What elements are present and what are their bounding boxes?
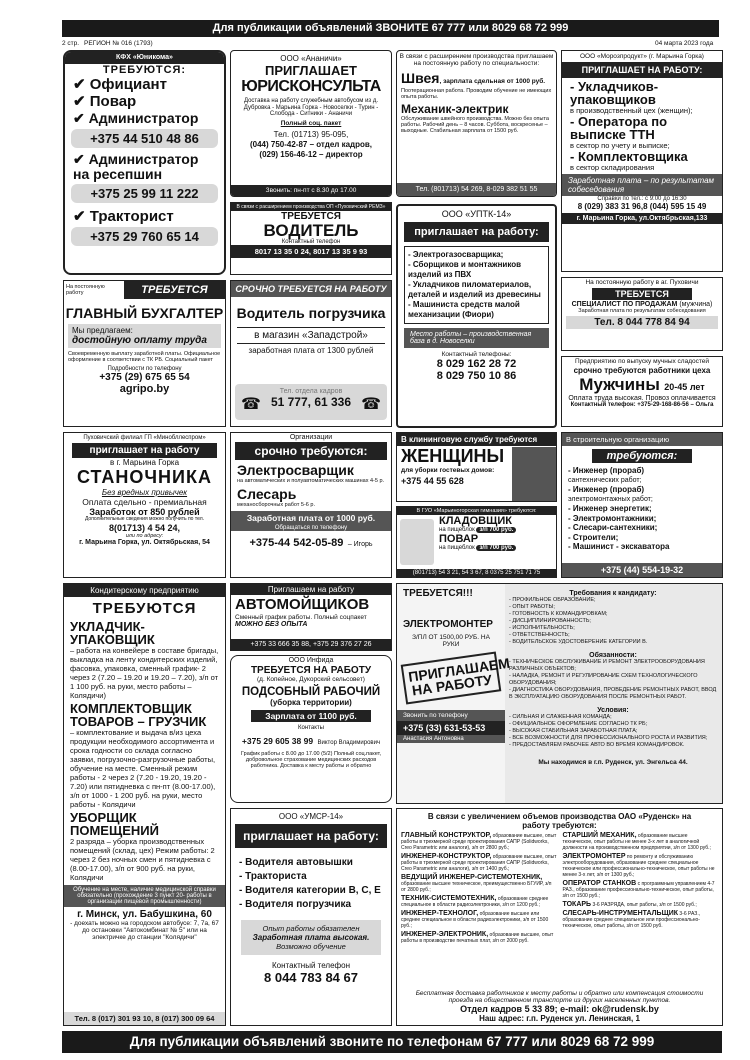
rudensk-vacancy: СТАРШИЙ МЕХАНИК, образование высшее техническое, опыт работы не менее 3-х лет в аналогичной должности на производственном предприятии, з/п от 1300 руб.; [562,832,711,851]
ad-build-phone: +375 (44) 554-19-32 [562,563,722,577]
ad-ananichi-desc: Доставка на работу служебным автобусом из д. Дубровка - Марьина Горка - Новоселки - Турин - Слобода - Ситники - Ананичи [243,98,379,118]
ad-stanoch-role: СТАНОЧНИКА [77,467,212,487]
ad-moroz-phones: 8 (029) 383 31 96,8 (044) 595 15 49 [577,202,707,211]
ad-ananichi [230,50,392,197]
rudensk-vacancy: ИНЖЕНЕР-ТЕХНОЛОГ, образование высшее или среднее специальное в области радиоэлектроники, з/п от 1500 руб.; [401,910,549,929]
ad-uptk-role: - Машиниста средств малой механизации (Фиори) [408,300,520,319]
ad-rudensk-address: Наш адрес: г.п. Руденск ул. Ленинская, 1 [479,1014,640,1023]
ad-moroz-org: ООО «Морозпродукт» (г. Марьина Горка) [580,53,704,60]
ad-pukh-role-note: (мужчина) [679,301,713,308]
ad-ananichi-phone: (044) 750-42-87 – отдел кадров, [249,139,373,149]
ad-men-top: Предприятию по выпуску мучных сладостей [574,358,710,365]
ad-umsr-note2: Заработная плата высокая. [252,933,370,942]
ad-build-role: - Строители; [568,532,619,542]
role-cook: ✔ Повар [73,93,137,111]
ad-svar-salary: Заработная плата от 1000 руб. [231,511,391,525]
ad-electro-duty: - ТЕХНИЧЕСКОЕ ОБСЛУЖИВАНИЕ И РЕМОНТ ЭЛЕКТРООБОРУДОВАНИЯ РАЗЛИЧНЫХ ОБЪЕКТОВ; [509,659,705,672]
ad-electro-duty: - ДИАГНОСТИКА ОБОРУДОВАНИЯ, ПРОВЕДЕНИЕ РЕМОНТНЫХ РАБОТ, ВВОД В ЭКСПЛУАТАЦИЮ ОБОРУДОВАНИЯ ПОСЛЕ РЕМОНТНЫХ РАБОТ. [509,687,717,700]
ad-loader-role: Водитель погрузчика [236,305,386,321]
issue-date: 04 марта 2023 года [655,40,714,47]
ad-pukh [561,277,723,351]
ad-unikom-requires: ТРЕБУЮТСЯ: [102,64,187,77]
ad-loader [230,280,392,427]
ad-electro-req-title: Требования к кандидату: [569,590,657,597]
ad-kond-directions: - доехать можно на городском автобусе: 7, 7а, 67 до остановки "Автокомбинат № 5" или на электричке до станции "Колядичи" [70,920,219,941]
ad-uptk-contact: Контактный телефоны: [441,351,512,358]
rudensk-vacancy: ТОКАРЬ 3-6 РАЗРЯДА, опыт работы, з/п от 1500 руб.; [562,901,697,908]
ad-moroz-desc2: в сектор по учету и выписке; [570,141,670,150]
ad-loader-top: СРОЧНО ТРЕБУЕТСЯ НА РАБОТУ [231,281,391,297]
rudensk-vacancy: ИНЖЕНЕР-КОНСТРУКТОР, образование высшее, опыт работы в трехмерной среде проектирования САПР (Solidworks, Creo Parametric или аналоги), з/п от 1400 руб.; [401,853,557,872]
ad-uptk-place: Место работы – производственная база в д. Новоселки [404,328,549,348]
ad-sewing-desc2: Обслуживание швейного производства. Можно без опыта работы. Рабочий день – 8 часов. Суббота, воскресенье – выходные. Стабильная зарплата от 1500 руб. [401,116,549,135]
ad-stanoch-address: г. Марьина Горка, ул. Октябрьская, 54 [79,538,210,546]
ad-rudensk-intro: В связи с увеличением объемов производства ОАО «Руденск» на работу требуются: [427,812,692,830]
ad-stanoch-pay: Оплата сдельно - премиальная [82,497,207,507]
ad-electro-cond: - ПРЕДОСТАВЛЯЕМ РАБОЧЕЕ АВТО ВО ВРЕМЯ КОМАНДИРОВОК. [509,742,685,748]
rudensk-vacancy: ИНЖЕНЕР-ЭЛЕКТРОНИК, образование высшее, опыт работы в производстве печатных плат, з/п от 2000 руб. [401,931,554,944]
ad-unikom-phone3: +375 29 760 65 14 [71,227,218,246]
check-icon: ✔ [73,93,90,111]
ad-umsr-note1: Опыт работы обязателен [262,924,360,933]
ad-loader-salary: заработная плата от 1300 рублей [248,346,374,355]
ad-infida-role: ПОДСОБНЫЙ РАБОЧИЙ [241,686,381,698]
page-number: 2 стр. [62,40,80,47]
ad-sewing-phones: Тел. (801713) 54 269, 8-029 382 51 55 [397,183,556,196]
ad-ananichi-role: ЮРИСКОНСУЛЬТА [241,78,381,96]
ad-electro-duties-title: Обязанности: [589,652,637,659]
ad-rudensk-hr: Отдел кадров 5 33 89; e-mail: ok@rudensk.by [460,1004,659,1014]
ad-electro-invite: ПРИГЛАШАЕМ НА РАБОТУ [401,652,502,705]
ad-stanoch-note: Без вредных привычек [101,488,188,497]
ad-buh-desc: Своевременную выплату заработной платы. Официальное оформление в соответствии с ТК РБ. Социальный пакет [68,351,221,364]
ad-men-line: срочно требуются работники цеха [573,366,711,375]
ad-buh-top: На постоянную работу [66,283,105,296]
ad-buh-role: ГЛАВНЫЙ БУХГАЛТЕР [65,305,224,321]
ad-umsr-contact: Контактный телефон [272,961,350,970]
ad-svar-person: – Игорь [347,541,373,549]
ad-pukh-salary: Заработная плата по результатам собеседования [578,308,706,314]
ad-sewing-desc1: Поотерационная работа. Проводим обучение не имеющих опыта работы. [401,87,552,100]
ad-electro-cond: - СИЛЬНАЯ И СЛАЖЕННАЯ КОМАНДА; [509,714,612,720]
ad-infida-org: ООО Инфида [288,657,334,664]
ad-svar-phone: +375-44 542-05-89 [249,537,344,550]
ad-uptk-phone: 8 029 750 10 86 [436,370,517,382]
ad-sewing-role2: Механик-электрик [401,102,509,117]
ad-driver-top: В связи с расширением производства ОП «Пуховичский РЕМЗ» [231,203,391,211]
ad-men-age: 20-45 лет [664,382,705,392]
ad-buh-more: Подробности по телефону [107,366,182,373]
ad-kond-desc2: – комплектование и выдача в/из цеха продукции необходимого ассортимента и срока годности со склада согласно заявки, погрузочно-разгрузочные работы, обучение на месте. Сменный режим работы - 2 через 2 (7.20 - 19.20, 19.20 - 7.20) или пятидневка с пн-пт (8.00-17.00), з/п от 1000 - 1 200 руб. на руки, место работы - Колядичи [70,728,216,809]
ad-umsr-org: ООО «УМСР-14» [278,812,344,821]
ad-clean-role: ЖЕНЩИНЫ [401,446,505,466]
ad-wash-phones: +375 33 666 35 88, +375 29 376 27 26 [231,639,391,650]
ad-clean-top: В клининговую службу требуются [397,433,556,446]
ad-electro-location: Мы находимся в г.п. Руденск, ул. Энгельса 44. [538,759,688,766]
ad-buh-requires: ТРЕБУЕТСЯ [124,281,225,299]
check-icon: ✔ [73,76,90,94]
cleaning-photo [512,447,556,502]
ad-pukh-role: СПЕЦИАЛИСТ ПО ПРОДАЖАМ [571,301,678,308]
ad-moroz [561,50,723,272]
phone-icon: ☎ [241,396,261,413]
ad-school-pay1: з/п 700 руб. [476,527,516,533]
ad-ananichi-phone: (029) 156-46-12 – директор [259,149,363,159]
ad-build-role: - Инженер (прораб) [568,485,645,494]
ad-sewing-salary1: , зарплата сдельная от 1000 руб. [439,77,546,85]
ad-driver-requires: ТРЕБУЕТСЯ [281,211,341,222]
ad-umsr-invites: приглашает на работу: [235,824,387,848]
ad-buh-phone: +375 (29) 675 65 54 [99,372,190,384]
ad-wash-desc: Сменный график работы. Полный соцпакет [235,614,367,621]
ad-unikom-phone1: +375 44 510 48 86 [71,129,218,148]
ad-kond-org: Кондитерскому предприятию [64,584,225,597]
ad-umsr-role: - Водителя автовышки [239,857,353,868]
ad-wash [230,583,392,651]
ad-sewing-intro: В связи с расширением производства приглашаем на постоянную работу по специальности: [399,53,554,68]
ad-electro [396,583,723,804]
ad-stanoch-extra: Дополнительные сведения можно получить по тел. [84,516,205,522]
issue-number: РЕГИОН № 016 (1793) [84,40,153,47]
ad-wash-role: АВТОМОЙЩИКОВ [235,596,370,613]
ad-svar-urgent: срочно требуются: [235,442,387,460]
ad-svar-top: Организации [289,434,333,441]
ad-ananichi-invites: ПРИГЛАШАЕТ [265,63,357,79]
ad-electro-contact: Звонить по телефону [397,710,505,721]
ad-men-phone: Контактный телефон: +375-29-168-86-56 – Ольга [570,402,714,408]
ad-unikom [63,50,226,275]
ad-rudensk [396,808,723,1026]
ad-moroz-role2: - Оператора по выписке ТТН [570,114,668,142]
ad-build-requires: требуются: [592,449,692,463]
ad-build-role: - Машинист - экскаватора [568,542,670,551]
ad-electro-cond: - ОФИЦИАЛЬНОЕ ОФОРМЛЕНИЕ СОГЛАСНО ТК РБ; [509,721,648,727]
ad-buh-offer2: достойную оплату труда [72,335,207,346]
ad-kond-requires: ТРЕБУЮТСЯ [92,600,197,617]
ad-wash-top: Приглашаем на работу [231,584,391,595]
ad-build-role: - Электромонтажники; [568,513,657,523]
ad-moroz-salary: Заработная плата – по результатам собеседования [562,174,722,196]
ad-svar-desc1: на автоматических и полуавтоматических машинах 4-5 р. [237,478,385,484]
ad-umsr-role: - Водителя погрузчика [239,899,352,910]
ad-rudensk-delivery: Бесплатная доставка работников к месту работы и обратно или компенсация стоимости проезда на общественном транспорте из других населенных пунктов. [415,990,704,1004]
ad-men-salary: Оплата труда высокая. Провоз оплачивается [568,395,716,402]
role-admin: ✔ Администратор [73,110,199,127]
ad-uptk-phone: 8 029 162 28 72 [436,358,517,370]
ad-infida-salary: Зарплата от 1100 руб. [251,710,371,722]
ad-uptk-role: - Электрогазосварщика; [408,250,504,259]
ad-svar-desc2: механосборочных работ 5-6 р. [237,502,315,509]
ad-electro-role: ЭЛЕКТРОМОНТЕР [403,619,493,630]
ad-electro-cond: - ВЫСОКАЯ СТАБИЛЬНАЯ ЗАРАБОТНАЯ ПЛАТА; [509,728,638,734]
ad-ananichi-phone: Тел. (01713) 95-095, [273,129,349,139]
ad-clean-phone: +375 44 55 628 [401,476,464,486]
ad-build-role: электромонтажных работ; [568,495,653,503]
ad-infida-where: (д. Копейное, Дукорский сельсовет) [257,676,365,683]
ad-uptk-role: - Укладчиков пиломатериалов, деталей и изделий из древесины [408,280,541,299]
rudensk-vacancy: ТЕХНИК-СИСТЕМОТЕХНИК, образование среднее специальное в области радиоэлектроники, з/п от 1200 руб.; [401,895,549,908]
ad-loader-place: в магазин «Западстрой» [254,330,368,341]
ad-umsr [230,808,392,1026]
ad-school-pay2: з/п 700 руб. [476,545,516,551]
role-reception-admin: ✔ Администратор на ресепшин [73,151,199,183]
check-icon: ✔ [73,208,90,226]
ad-driver-contact: Контактный телефон [281,239,341,245]
ad-school-top: В ГУО «Марьиногорская гимназия» требуются: [397,507,556,515]
ad-clean [396,432,557,502]
check-icon: ✔ [73,110,89,127]
ad-kond-role3: УБОРЩИК ПОМЕЩЕНИЙ [70,810,159,838]
ad-pukh-phone: Тел. 8 044 778 84 94 [566,316,718,329]
rudensk-vacancy: ОПЕРАТОР СТАНКОВ с программным управлением 4-7 РАЗ., образование профессионально-техническое, опыт работы, з/п от 1500 руб.; [562,880,715,899]
ad-uptk-org: ООО «УПТК-14» [441,209,512,219]
ad-electro-salary: З/ПЛ ОТ 1500,00 РУБ. НА РУКИ [412,634,490,648]
ad-electro-cond-title: Условия: [597,707,629,714]
ad-infida-desc: График работы с 8.00 до 17.00 (5/2) Полный соц.пакет, добровольное страхование медицинских расходов работника. Доставка к месту работы и обратно [240,751,382,770]
ad-men [561,356,723,427]
ad-pukh-top: На постоянную работу в аг. Пуховичи [585,279,699,286]
ad-electro-req: - ГОТОВНОСТЬ К КОМАНДИРОВКАМ; [509,611,608,617]
ad-school-place2: на пищеблок [439,545,475,551]
ad-ananichi-package: Полный соц. пакет [280,119,342,127]
top-banner: Для публикации объявлений ЗВОНИТЕ 67 777 или 8029 68 72 999 [62,20,719,37]
ad-uptk-role: - Сборщиков и монтажников изделий из ПВХ [408,260,522,279]
ad-driver-phones: 8017 13 35 0 24, 8017 13 35 9 93 [231,245,391,258]
ad-svar-contact: Обращаться по телефону [231,525,391,531]
ad-school [396,506,557,578]
rudensk-vacancy: ЭЛЕКТРОМОНТЕР по ремонту и обслуживанию электрооборудования, образование среднее специальное техническое или профессионально-техническое, опыт работы не менее 3-х лет, з/п от 1300 руб.; [562,853,715,878]
chef-image [400,519,434,565]
ad-svar [230,432,392,578]
ad-stanoch-org: Пуховичский филиал ГП «Минобллеспром» [83,435,206,441]
ad-umsr-note3: Возможно обучение [276,942,346,951]
ad-pukh-requires: ТРЕБУЕТСЯ [592,288,692,300]
ad-build-role: сантехнических работ; [568,476,642,484]
ad-buh-offer: Мы предлагаем: [72,326,133,335]
role-tractor: ✔ Тракторист [73,208,174,226]
ad-unikom-org: КФХ «Юникома» [65,52,224,64]
ad-electro-req: - ИСПОЛНИТЕЛЬНОСТЬ; [509,625,575,631]
ad-build-role: - Инженер энергетик; [568,504,652,513]
ad-moroz-role1: - Укладчиков-упаковщиков [570,79,659,107]
check-icon: ✔ [73,151,89,168]
ad-kond-role2: КОМПЛЕКТОВЩИК ТОВАРОВ – ГРУЗЧИК [70,701,207,729]
ad-kond-address: г. Минск, ул. Бабушкина, 60 [77,909,212,920]
ad-ananichi-hours: Звонить: пн-пт с 8.30 до 17.00 [231,185,391,196]
ad-stanoch-invites: приглашает на работу [72,443,217,458]
ad-buh [63,280,226,427]
ad-uptk-invites: приглашает на работу: [404,222,549,242]
ad-stanoch-where: в г. Марьина Горка [109,458,180,467]
ad-electro-cond: - ВСЕ ВОЗМОЖНОСТИ ДЛЯ ПРОФЕССИОНАЛЬНОГО РОСТА И РАЗВИТИЯ; [509,735,708,741]
ad-electro-req: - ДИСЦИПЛИНИРОВАННОСТЬ; [509,618,591,624]
ad-stanoch-salary: Заработок от 850 рублей [89,507,200,517]
ad-infida-phone: +375 29 605 38 99 [241,736,314,746]
ad-school-role2: ПОВАР [439,533,479,545]
ad-buh-site: agripo.by [119,383,170,396]
ad-moroz-desc3: в сектор складирования [570,163,655,172]
ad-men-role: Мужчины [579,375,660,394]
ad-svar-role1: Электросварщик [237,462,354,478]
ad-build-role: - Слесари-сантехники; [568,523,658,532]
ad-umsr-role: - Водителя категории В, С, Е [239,885,381,896]
ad-stanoch-address-label: или по адресу: [125,532,164,539]
ad-moroz-desc1: в производственный цех (женщин); [570,106,693,115]
ad-moroz-address: г. Марьина Горка, ул.Октябрьская,133 [562,213,722,224]
ad-infida-contact: Контакты [298,725,324,731]
ad-driver [230,202,392,275]
ad-moroz-invites: ПРИГЛАШАЕТ НА РАБОТУ: [562,62,722,78]
ad-umsr-phone: 8 044 783 84 67 [264,970,358,985]
ad-kond-desc1: – работа на конвейере в составе бригады, выкладка на ленту кондитерских изделий, фасовка, упаковка, сменный график- 2 через 2 (7.20 – 19.20 и 19.20 – 7.20), з/п от 1 100 руб. на руки, место работы – Колядичи) [70,646,219,700]
ad-svar-role2: Слесарь [237,486,297,503]
role-waiter: ✔ Официант [73,76,167,94]
ad-stanoch [63,432,226,578]
phone-icon: ☎ [361,396,381,413]
rudensk-vacancy: ВЕДУЩИЙ ИНЖЕНЕР-СИСТЕМОТЕХНИК, образование высшее техническое, преимущественно БГУИР, з/п от 2800 руб.; [401,874,552,893]
ad-electro-tag: ТРЕБУЕТСЯ!!! [403,588,473,599]
ad-build-top: В строительную организацию [562,433,722,446]
ad-kond-phone: Тел. 8 (017) 301 93 10, 8 (017) 300 09 64 [64,1012,225,1025]
ad-build [561,432,723,578]
ad-electro-req: - ОТВЕТСТВЕННОСТЬ; [509,632,570,638]
ad-infida [230,655,392,803]
ad-electro-phone: +375 (33) 631-53-53 [397,721,505,735]
ad-infida-requires: ТРЕБУЕТСЯ НА РАБОТУ [250,665,372,676]
ad-loader-phone: 51 777, 61 336 [270,395,352,409]
ad-infida-role-note: (уборка территории) [270,698,352,707]
bottom-banner: Для публикации объявлений звоните по телефонам 67 777 или 8029 68 72 999 [62,1031,722,1053]
ad-wash-note: МОЖНО БЕЗ ОПЫТА [235,621,308,628]
ad-moroz-role3: - Комплектовщика [570,149,688,164]
ad-kond-role1: УКЛАДЧИК-УПАКОВЩИК [70,619,155,647]
ad-kond-note: Обучение на месте, наличие медицинской справки обязательно (прохождение 3 пункт 20- работы в организации пищевой промышленности) [64,885,225,907]
ad-sewing-role1: Швея [401,69,440,86]
rudensk-vacancy: ГЛАВНЫЙ КОНСТРУКТОР, образование высшее, опыт работы в трехмерной среде проектирования САПР (Solidworks, Creo Parametric или аналоги), з/п от 2800 руб.; [401,832,557,851]
ad-electro-duty: - НАЛАДКА, РЕМОНТ И РЕГУЛИРОВАНИЕ СХЕМ ТЕХНОЛОГИЧЕСКОГО ОБОРУДОВАНИЯ; [509,673,698,686]
ad-electro-person: Анастасия Антоновна [397,735,505,743]
ad-school-role1: КЛАДОВЩИК [439,515,512,527]
ad-school-place1: на пищеблок [439,527,475,533]
ad-driver-role: ВОДИТЕЛЬ [263,221,359,240]
ad-umsr-role: - Тракториста [239,871,307,882]
ad-sewing [396,50,557,197]
ad-uptk [396,204,557,428]
ad-electro-req: - ПРОФИЛЬНОЕ ОБРАЗОВАНИЕ; [509,597,596,603]
ad-kond-desc3: 2 разряда – уборка производственных помещений (склад, цех) Режим работы: 2 через 2 без ночных смен и пятидневка с (8.00-17.00), з/п от 900 руб. на руки, Колядичи [70,837,215,882]
ad-unikom-phone2: +375 25 99 11 222 [71,184,218,203]
ad-school-phones: (801713) 54 3 21, 54 3 67, 8 0375 25 751 71 75 [397,569,556,577]
ad-electro-req: - ВОДИТЕЛЬСКОЕ УДОСТОВЕРЕНИЕ КАТЕГОРИИ В. [509,639,648,645]
rudensk-vacancy: СЛЕСАРЬ-ИНСТРУМЕНТАЛЬЩИК 3-6 РАЗ., образование среднее специальное или профессионально-техническое, опыт работы, з/п от 1500 руб. [562,910,701,929]
ad-kond [63,583,226,1026]
ad-build-role: - Инженер (прораб) [568,466,645,475]
ad-infida-person: Виктор Владимирович [317,740,381,746]
ad-loader-contact: Тел. отдела кадров [279,388,343,395]
ad-electro-req: - ОПЫТ РАБОТЫ; [509,604,555,610]
ad-moroz-hours: Справки по тел.: с 9:00 до 16:30 [597,196,687,202]
ad-ananichi-org: ООО «Ананичи» [280,54,342,63]
ad-stanoch-phone: 8(01713) 4 54 24, [108,522,181,533]
ad-clean-desc: для уборки гостевых домов: [401,467,495,474]
